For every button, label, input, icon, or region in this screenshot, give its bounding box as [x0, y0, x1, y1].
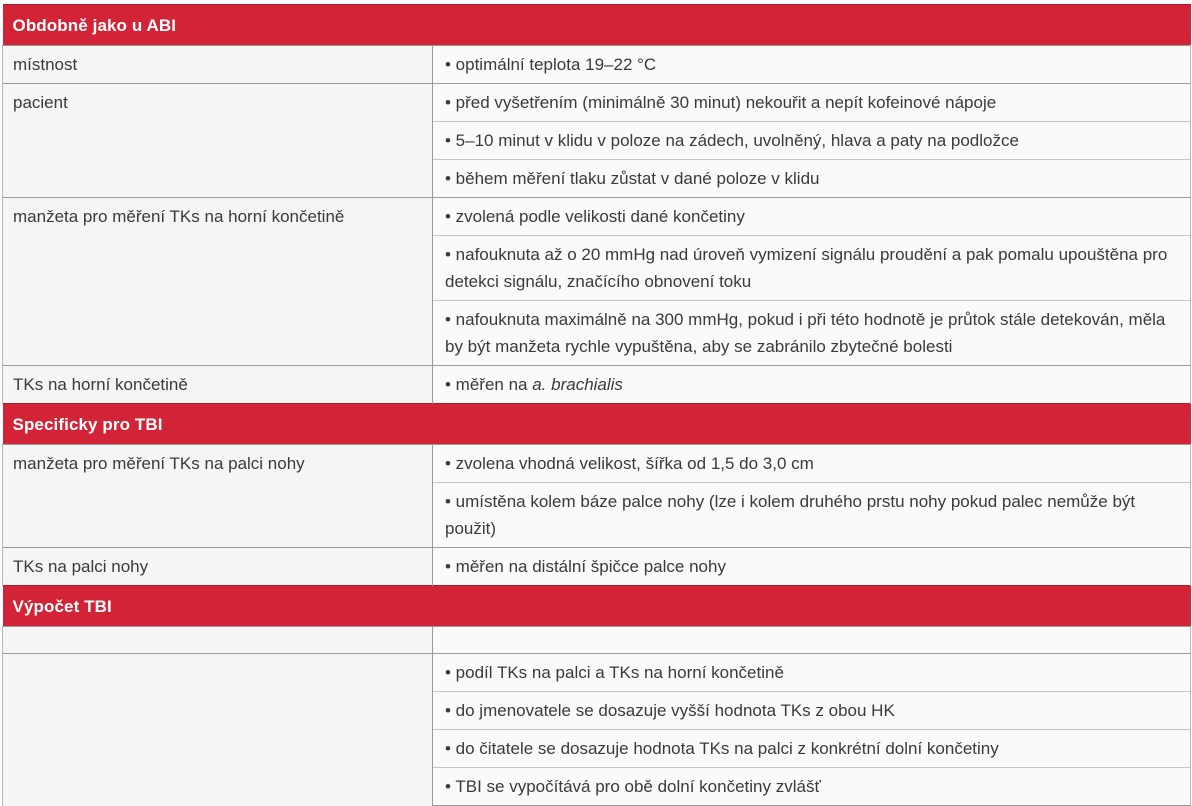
row-item: • nafouknuta maximálně na 300 mmHg, pokud i při této hodnotě je průtok stále detekován, měla by být manžeta rychle vypuštěna, aby se zabránilo zbytečné bolesti — [433, 301, 1191, 366]
row-label: TKs na horní končetině — [3, 366, 433, 404]
row-label: pacient — [3, 84, 433, 198]
row-item: • před vyšetřením (minimálně 30 minut) nekouřit a nepít kofeinové nápoje — [433, 84, 1191, 122]
row-item: • TBI se vypočítává pro obě dolní končetiny zvlášť — [433, 768, 1191, 806]
row-item: • zvolená podle velikosti dané končetiny — [433, 198, 1191, 236]
section-title: Specificky pro TBI — [3, 404, 1191, 445]
row-item-italic: a. brachialis — [532, 375, 623, 394]
row-item: • nafouknuta až o 20 mmHg nad úroveň vymizení signálu proudění a pak pomalu upouštěna pro detekci signálu, značícího obnovení toku — [433, 236, 1191, 301]
table-row — [3, 627, 1191, 654]
row-item: • 5–10 minut v klidu v poloze na zádech, uvolněný, hlava a paty na podložce — [433, 122, 1191, 160]
row-item: • během měření tlaku zůstat v dané poloze v klidu — [433, 160, 1191, 198]
row-label: manžeta pro měření TKs na horní končetině — [3, 198, 433, 366]
row-item: • podíl TKs na palci a TKs na horní končetině — [433, 654, 1191, 692]
table-row — [3, 548, 1191, 586]
section-header-calculation — [3, 586, 1191, 627]
row-item: • optimální teplota 19–22 °C — [433, 46, 1191, 84]
table-row — [3, 198, 1191, 236]
row-item — [433, 366, 1191, 404]
section-header-abi — [3, 5, 1191, 46]
row-item: • měřen na distální špičce palce nohy — [433, 548, 1191, 586]
row-label: místnost — [3, 46, 433, 84]
table-row — [3, 84, 1191, 122]
row-label: manžeta pro měření TKs na palci nohy — [3, 445, 433, 548]
row-item: • zvolena vhodná velikost, šířka od 1,5 do 3,0 cm — [433, 445, 1191, 483]
row-label — [3, 654, 433, 806]
tbi-measurement-table — [2, 4, 1191, 806]
table-row — [3, 46, 1191, 84]
row-item: • do čitatele se dosazuje hodnota TKs na palci z konkrétní dolní končetiny — [433, 730, 1191, 768]
section-title: Obdobně jako u ABI — [3, 5, 1191, 46]
table-row — [3, 654, 1191, 692]
table-row — [3, 445, 1191, 483]
row-label-empty — [3, 627, 433, 654]
table-container — [2, 4, 1190, 806]
section-title: Výpočet TBI — [3, 586, 1191, 627]
row-item: • umístěna kolem báze palce nohy (lze i kolem druhého prstu nohy pokud palec nemůže být použit) — [433, 483, 1191, 548]
row-item-text: • měřen na — [445, 375, 533, 394]
row-item-empty — [433, 627, 1191, 654]
row-label: TKs na palci nohy — [3, 548, 433, 586]
row-item: • do jmenovatele se dosazuje vyšší hodnota TKs z obou HK — [433, 692, 1191, 730]
section-header-tbi — [3, 404, 1191, 445]
table-row — [3, 366, 1191, 404]
